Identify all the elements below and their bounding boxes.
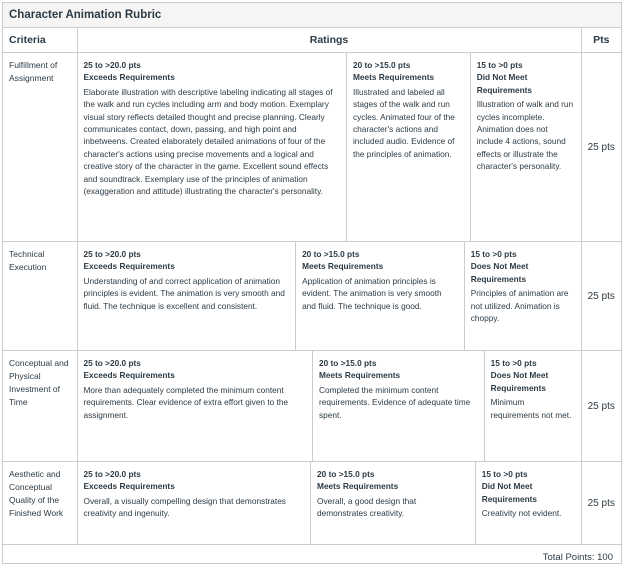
criterion-row bbox=[3, 53, 621, 242]
rating-points: 25 to >20.0 pts bbox=[83, 358, 141, 368]
rating-label: Meets Requirements bbox=[302, 261, 384, 272]
rating-description: Application of animation principles is evident. The animation is very smooth and fluid. The technique is good. bbox=[302, 275, 442, 311]
rating-description: Understanding of and correct application of animation principles is evident. The animation is very smooth and fluid. The technique is excellent and consistent. bbox=[83, 275, 285, 311]
rating-cell[interactable] bbox=[465, 242, 581, 350]
criterion-points: 25 pts bbox=[581, 242, 621, 351]
rating-label: Meets Requirements bbox=[352, 72, 435, 83]
rating-points: 25 to >20.0 pts bbox=[83, 469, 141, 479]
header-ratings: Ratings bbox=[77, 28, 581, 53]
rating-label: Did Not Meet Requirements bbox=[481, 481, 538, 504]
rating-points: 20 to >15.0 pts bbox=[352, 60, 411, 70]
criterion-label: Fulfillment of Assignment bbox=[3, 53, 77, 242]
rating-cell[interactable] bbox=[78, 242, 297, 350]
rating-points: 15 to >0 pts bbox=[476, 60, 523, 70]
rubric-table bbox=[2, 2, 622, 564]
header-pts: Pts bbox=[581, 28, 621, 53]
rating-description: Minimum requirements not met. bbox=[490, 397, 572, 420]
criterion-label: Technical Execution bbox=[3, 242, 77, 351]
rating-description: Creativity not evident. bbox=[481, 508, 562, 519]
rating-description: Illustrated and labeled all stages of the walk and run cycles. Animated four of the character's actions and included audio. Evidence of the principles of animation. bbox=[352, 86, 455, 159]
rating-cell[interactable] bbox=[78, 462, 312, 544]
rating-description: Overall, a good design that demonstrates creativity. bbox=[317, 495, 417, 519]
rating-description: More than adequately completed the minimum content requirements. Clear evidence of extra effort given to the assignment. bbox=[83, 384, 289, 420]
rating-cell[interactable] bbox=[311, 462, 476, 544]
rating-description: Illustration of walk and run cycles incomplete. Animation does not include 4 actions, sound effects or illustrate the character's personality. bbox=[476, 99, 574, 172]
rating-points: 20 to >15.0 pts bbox=[317, 469, 375, 479]
rating-points: 15 to >0 pts bbox=[490, 358, 537, 368]
rating-description: Elaborate illustration with descriptive labeling indicating all stages of the walk and run cycles including arm and body motion. Exemplary visual story reflects detailed thought and precise planning. Clearly communicates contact, down, passing, and high point and inbetweens. Created elaborately detailed animations of four of the character's actions using precise movements and a logical and creative story of the character in the game. Excellent sound effects and soundtrack. Exemplary use of the principles of animation (exaggeration and attitude) illustrating the character's personality. bbox=[83, 86, 333, 197]
rating-cell[interactable] bbox=[313, 351, 485, 461]
criterion-label: Conceptual and Physical Investment of Time bbox=[3, 351, 77, 462]
rating-points: 25 to >20.0 pts bbox=[83, 60, 141, 70]
rating-cell[interactable] bbox=[78, 351, 314, 461]
rating-cell[interactable] bbox=[347, 53, 471, 241]
header-criteria: Criteria bbox=[3, 28, 77, 53]
rating-label: Exceeds Requirements bbox=[83, 261, 175, 272]
criterion-row bbox=[3, 351, 621, 462]
rating-label: Does Not Meet Requirements bbox=[490, 370, 549, 393]
rating-cell[interactable] bbox=[78, 53, 347, 241]
criterion-row bbox=[3, 242, 621, 351]
rating-cell[interactable] bbox=[296, 242, 465, 350]
rating-label: Exceeds Requirements bbox=[83, 481, 175, 492]
rating-label: Meets Requirements bbox=[319, 370, 401, 381]
criterion-points: 25 pts bbox=[581, 53, 621, 242]
criterion-label: Aesthetic and Conceptual Quality of the Finished Work bbox=[3, 462, 77, 545]
rating-label: Did Not Meet Requirements bbox=[476, 72, 533, 95]
total-points: Total Points: 100 bbox=[542, 552, 613, 563]
criterion-points: 25 pts bbox=[581, 462, 621, 545]
rating-description: Completed the minimum content requirements. Evidence of adequate time spent. bbox=[319, 384, 471, 420]
rubric-title: Character Animation Rubric bbox=[3, 3, 621, 28]
rating-label: Does Not Meet Requirements bbox=[470, 261, 529, 284]
rating-cell[interactable] bbox=[471, 53, 581, 241]
header-row bbox=[3, 28, 621, 53]
criterion-points: 25 pts bbox=[581, 351, 621, 462]
rating-points: 25 to >20.0 pts bbox=[83, 249, 141, 259]
rating-label: Meets Requirements bbox=[317, 481, 399, 492]
rating-points: 15 to >0 pts bbox=[470, 249, 517, 259]
rating-description: Principles of animation are not utilized. Animation is choppy. bbox=[470, 288, 569, 324]
rating-cell[interactable] bbox=[485, 351, 581, 461]
rating-label: Exceeds Requirements bbox=[83, 72, 175, 83]
rating-points: 20 to >15.0 pts bbox=[302, 249, 360, 259]
rating-cell[interactable] bbox=[476, 462, 581, 544]
rating-description: Overall, a visually compelling design that demonstrates creativity and ingenuity. bbox=[83, 495, 286, 519]
rating-points: 20 to >15.0 pts bbox=[319, 358, 377, 368]
rating-points: 15 to >0 pts bbox=[481, 469, 528, 479]
rating-label: Exceeds Requirements bbox=[83, 370, 175, 381]
criterion-row bbox=[3, 462, 621, 545]
